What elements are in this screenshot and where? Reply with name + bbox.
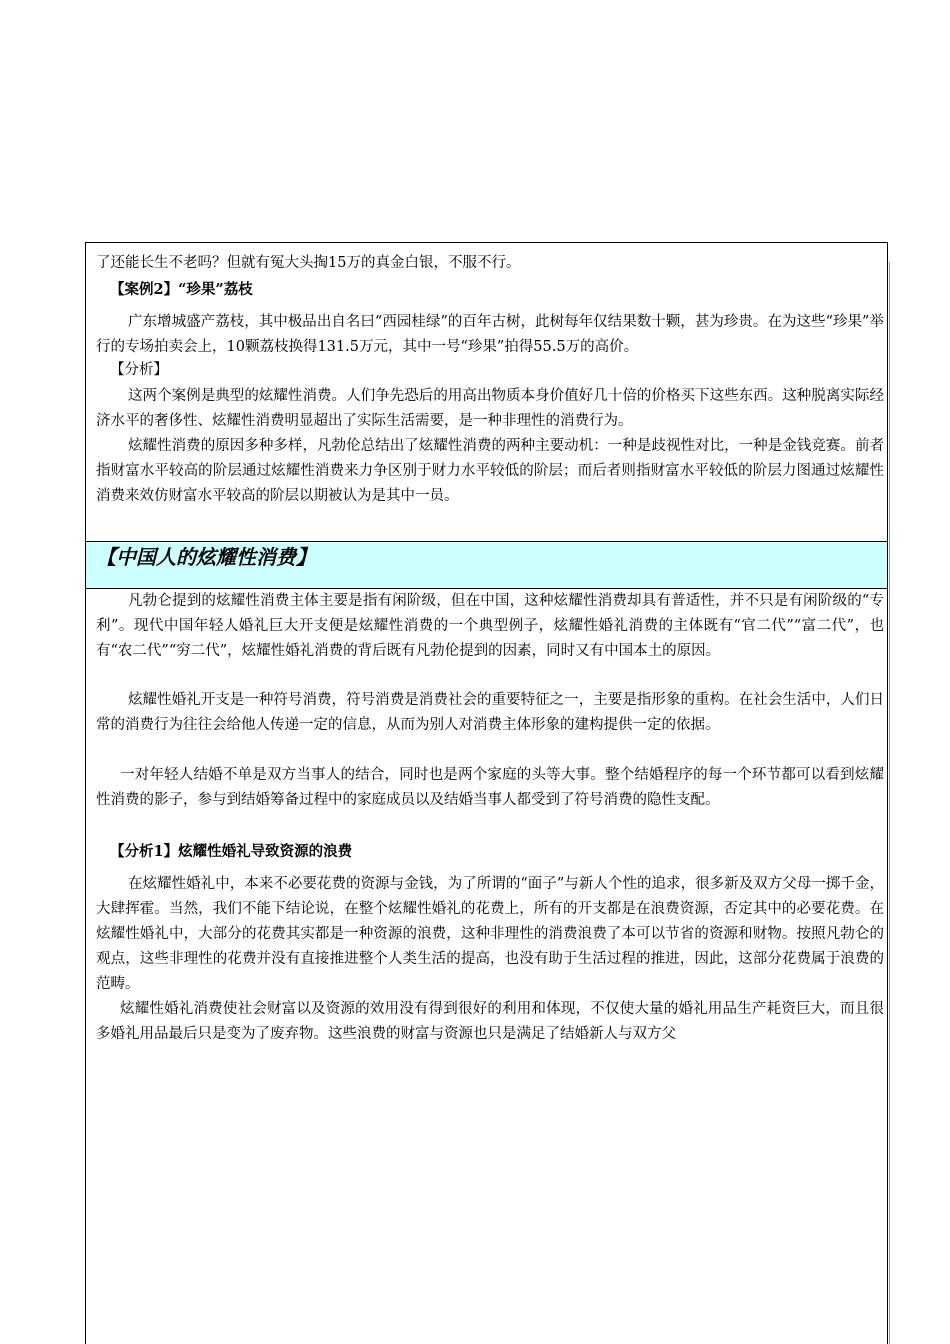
case-2-heading: 【案例2】“珍果”荔枝 [110, 281, 253, 298]
analysis-heading: 【分析】 [110, 362, 168, 378]
paragraph: 了还能长生不老吗？但就有冤大头掏15万的真金白银，不服不行。 [96, 255, 521, 271]
analysis-1-heading: 【分析1】炫耀性婚礼导致资源的浪费 [110, 843, 353, 860]
section-title: 【中国人的炫耀性消费】 [96, 545, 316, 569]
paragraph: 广东增城盛产荔枝，其中极品出自名曰“西园桂绿”的百年古树，此树每年仅结果数十颗，甚为珍贵。在为这些“珍果”举行的专场拍卖会上，10颗荔枝换得131.5万元，其中一号“珍果”拍得55.5万的高价。 [96, 314, 884, 355]
paragraph: 炫耀性消费的原因多种多样，凡勃伦总结出了炫耀性消费的两种主要动机：一种是歧视性对比，一种是金钱竞赛。前者指财富水平较高的阶层通过炫耀性消费来力争区别于财力水平较低的阶层；而后者则指财富水平较低的阶层力图通过炫耀性消费来效仿财富水平较高的阶层以期被认为是其中一员。 [96, 438, 884, 504]
paragraph: 炫耀性婚礼开支是一种符号消费，符号消费是消费社会的重要特征之一，主要是指形象的重构。在社会生活中，人们日常的消费行为往往会给他人传递一定的信息，从而为别人对消费主体形象的建构提供一定的依据。 [96, 692, 884, 733]
paragraph: 这两个案例是典型的炫耀性消费。人们争先恐后的用高出物质本身价值好几十倍的价格买下这些东西。这种脱离实际经济水平的奢侈性、炫耀性消费明显超出了实际生活需要，是一种非理性的消费行为。 [96, 388, 884, 429]
paragraph: 炫耀性婚礼消费使社会财富以及资源的效用没有得到很好的利用和体现，不仅使大量的婚礼用品生产耗资巨大，而且很多婚礼用品最后只是变为了废弃物。这些浪费的财富与资源也只是满足了结婚新人与双方父 [96, 1001, 884, 1042]
paragraph: 凡勃仑提到的炫耀性消费主体主要是指有闲阶级，但在中国，这种炫耀性消费却具有普适性，并不只是有闲阶级的“专利”。现代中国年轻人婚礼巨大开支便是炫耀性消费的一个典型例子，炫耀性婚礼消费的主体既有“官二代”“富二代”，也有“农二代”“穷二代”，炫耀性婚礼消费的背后既有凡勃伦提到的因素，同时又有中国本土的原因。 [96, 593, 884, 659]
paragraph: 一对年轻人结婚不单是双方当事人的结合，同时也是两个家庭的头等大事。整个结婚程序的每一个环节都可以看到炫耀性消费的影子，参与到结婚筹备过程中的家庭成员以及结婚当事人都受到了符号消费的隐性支配。 [96, 767, 884, 808]
paragraph: 在炫耀性婚礼中，本来不必要花费的资源与金钱，为了所谓的“面子”与新人个性的追求，很多新及双方父母一掷千金，大肆挥霍。当然，我们不能下结论说，在整个炫耀性婚礼的花费上，所有的开支都是在浪费资源，否定其中的必要花费。在炫耀性婚礼中，大部分的花费其实都是一种资源的浪费，这种非理性的消费浪费了本可以节省的资源和财物。按照凡勃仑的观点，这些非理性的花费并没有直接推进整个人类生活的提高，也没有助于生活过程的推进，因此，这部分花费属于浪费的范畴。 [96, 876, 884, 992]
frame-shadow-line [889, 262, 890, 1344]
